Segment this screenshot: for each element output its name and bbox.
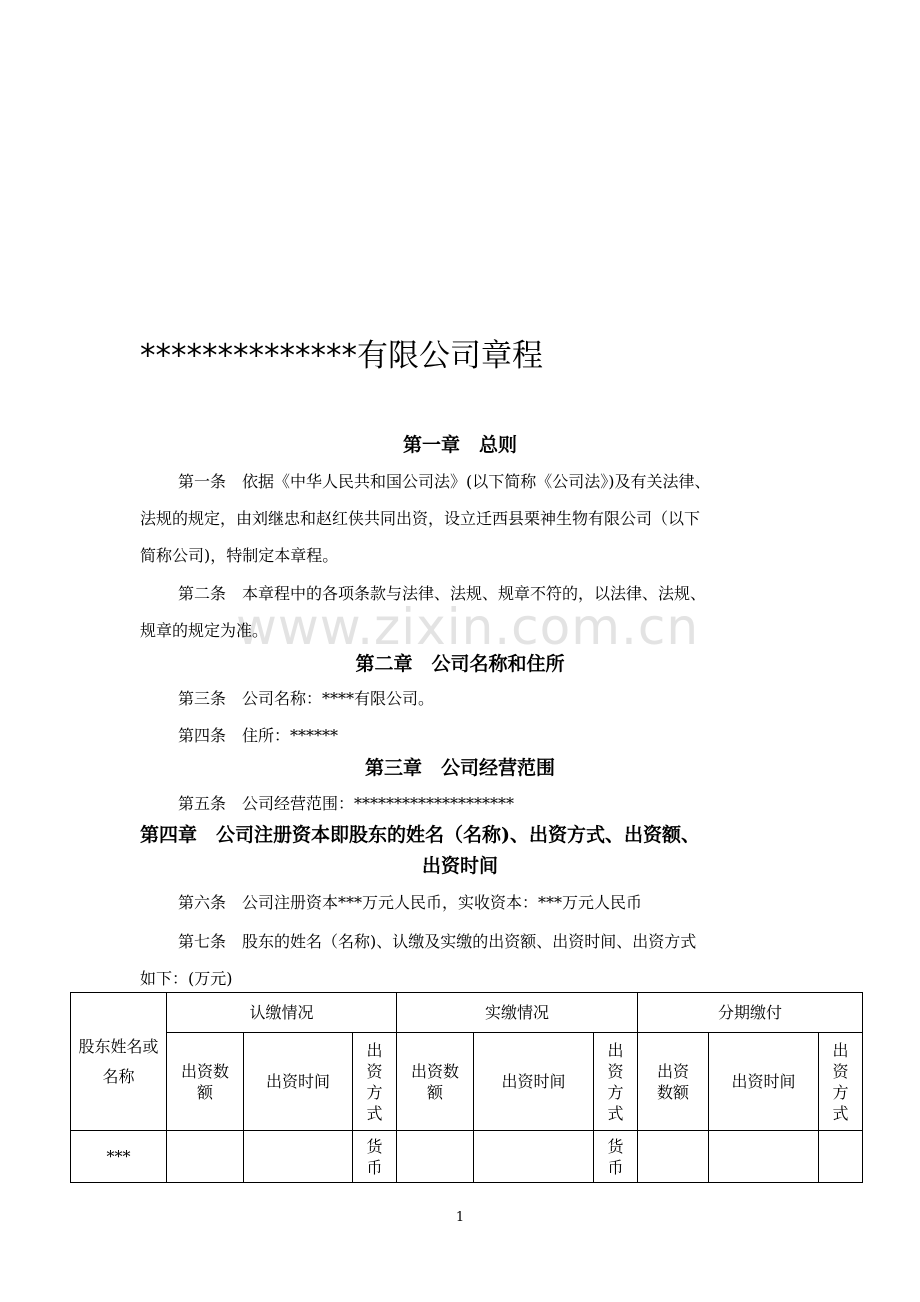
row-paid-amount — [397, 1131, 474, 1183]
article5: 第五条 公司经营范围：******************** — [178, 794, 515, 813]
row-installment-time — [709, 1131, 819, 1183]
table-subheader-row — [71, 1033, 863, 1131]
article2-line1: 第二条 本章程中的各项条款与法律、法规、规章不符的，以法律、法规、 — [178, 584, 707, 603]
chapter2-heading: 第二章 公司名称和住所 — [355, 653, 565, 675]
article1-line1: 第一条 依据《中华人民共和国公司法》(以下简称《公司法》)及有关法律、 — [178, 472, 711, 491]
table-row — [71, 1131, 863, 1183]
subscribed-method-header: 出资方式 — [353, 1033, 397, 1131]
chapter4-heading-line1: 第四章 公司注册资本即股东的姓名（名称)、出资方式、出资额、 — [140, 824, 700, 846]
table-header-row — [71, 993, 863, 1033]
installment-header: 分期缴付 — [638, 993, 863, 1033]
row-subscribed-amount — [167, 1131, 244, 1183]
paid-header: 实缴情况 — [397, 993, 638, 1033]
row-installment-method — [819, 1131, 863, 1183]
installment-time-header: 出资时间 — [709, 1033, 819, 1131]
row-shareholder-name: *** — [71, 1131, 167, 1183]
article6: 第六条 公司注册资本***万元人民币，实收资本：***万元人民币 — [178, 893, 643, 912]
article1-line2: 法规的规定，由刘继忠和赵红侠共同出资，设立迁西县栗神生物有限公司（以下 — [140, 509, 701, 528]
article7-line1: 第七条 股东的姓名（名称)、认缴及实缴的出资额、出资时间、出资方式 — [178, 932, 697, 951]
subscribed-time-header: 出资时间 — [244, 1033, 353, 1131]
installment-amount-header: 出资数额 — [638, 1033, 709, 1131]
chapter1-heading: 第一章 总则 — [402, 434, 517, 456]
row-subscribed-time — [244, 1131, 353, 1183]
watermark: www.zixin.com.cn — [236, 598, 700, 656]
article7-line2: 如下：(万元) — [140, 969, 233, 988]
page-number: 1 — [455, 1210, 465, 1225]
capital-contribution-table — [70, 992, 863, 1183]
article1-line3: 简称公司)，特制定本章程。 — [140, 546, 339, 565]
shareholder-header: 股东姓名或名称 — [71, 993, 167, 1131]
document-title: **************有限公司章程 — [140, 338, 543, 374]
subscribed-amount-header: 出资数额 — [167, 1033, 244, 1131]
article2-line2: 规章的规定为准。 — [140, 621, 269, 640]
paid-method-header: 出资方式 — [594, 1033, 638, 1131]
row-installment-amount — [638, 1131, 709, 1183]
row-paid-method: 货币 — [594, 1131, 638, 1183]
installment-method-header: 出资方式 — [819, 1033, 863, 1131]
chapter3-heading: 第三章 公司经营范围 — [364, 757, 555, 779]
article3: 第三条 公司名称：****有限公司。 — [178, 689, 435, 708]
row-paid-time — [474, 1131, 594, 1183]
chapter4-heading-line2: 出资时间 — [421, 855, 498, 877]
article4: 第四条 住所：****** — [178, 726, 339, 745]
paid-time-header: 出资时间 — [474, 1033, 594, 1131]
paid-amount-header: 出资数额 — [397, 1033, 474, 1131]
subscribed-header: 认缴情况 — [167, 993, 397, 1033]
row-subscribed-method: 货币 — [353, 1131, 397, 1183]
